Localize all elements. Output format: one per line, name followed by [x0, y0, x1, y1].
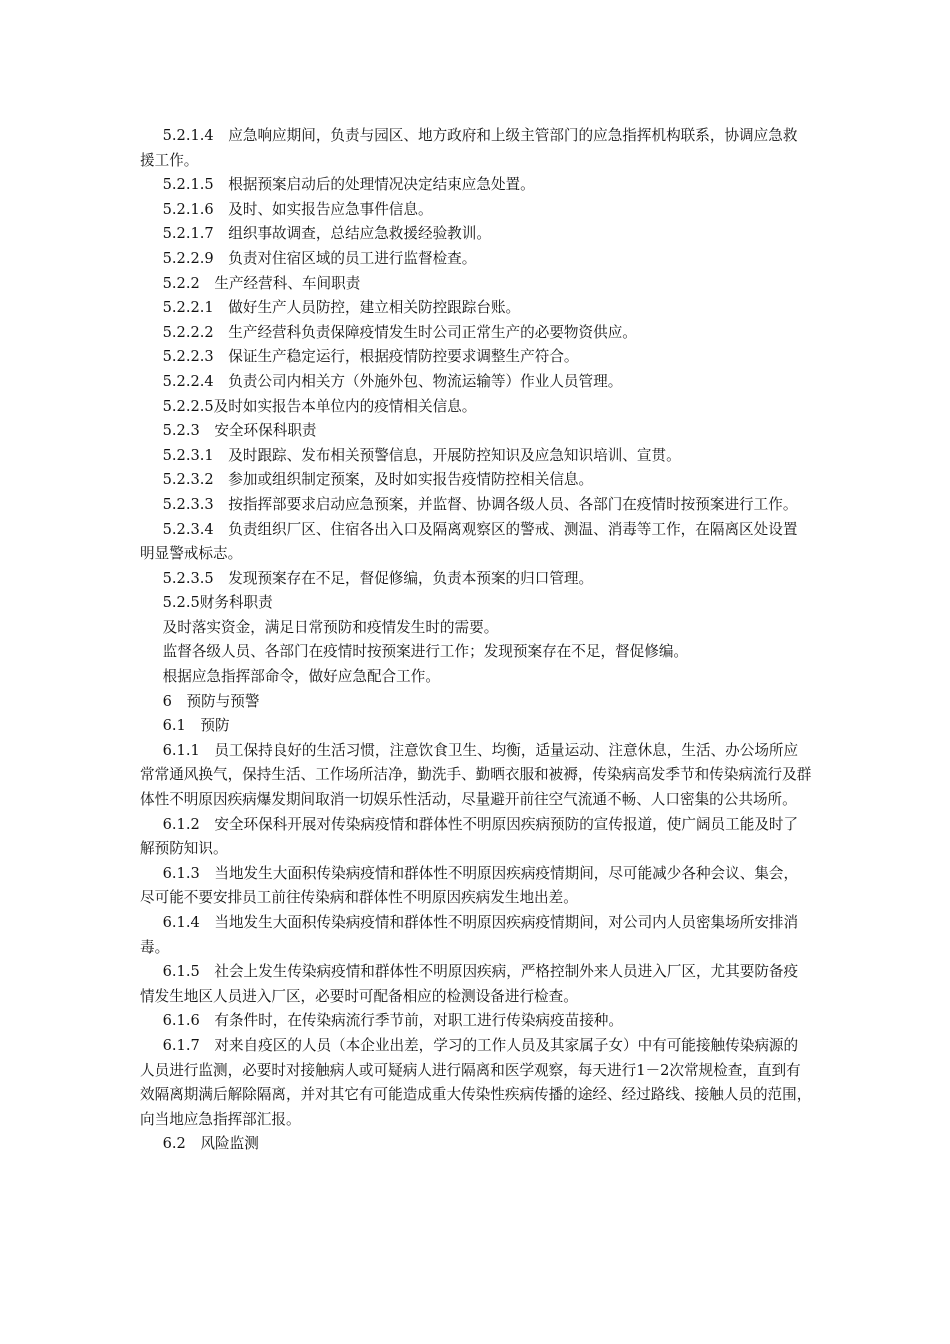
paragraph: 5.2.1.7 组织事故调查，总结应急救援经验教训。 [162, 225, 491, 243]
paragraph: 5.2.2.5及时如实报告本单位内的疫情相关信息。 [162, 397, 477, 415]
section-heading: 5.2.3 安全环保科职责 [162, 422, 317, 440]
paragraph: 5.2.1.4 应急响应期间，负责与园区、地方政府和上级主管部门的应急指挥机构联系，协调应急救援工作。 [140, 127, 798, 169]
paragraph: 6.1.4 当地发生大面积传染病疫情和群体性不明原因疾病疫情期间，对公司内人员密集场所安排消毒。 [140, 914, 799, 956]
paragraph: 5.2.3.1 及时跟踪、发布相关预警信息，开展防控知识及应急知识培训、宣贯。 [162, 446, 681, 464]
paragraph: 5.2.3.3 按指挥部要求启动应急预案，并监督、协调各级人员、各部门在疫情时按预案进行工作。 [162, 495, 798, 513]
paragraph: 及时落实资金，满足日常预防和疫情发生时的需要。 [162, 618, 499, 636]
paragraph: 5.2.2.3 保证生产稳定运行，根据疫情防控要求调整生产符合。 [162, 348, 579, 366]
paragraph: 5.2.2.9 负责对住宿区域的员工进行监督检查。 [162, 249, 477, 267]
paragraph: 5.2.3.4 负责组织厂区、住宿各出入口及隔离观察区的警戒、测温、消毒等工作，在隔离区处设置明显警戒标志。 [140, 520, 798, 563]
section-heading: 5.2.2 生产经营科、车间职责 [162, 274, 361, 292]
paragraph: 6.1.1 员工保持良好的生活习惯，注意饮食卫生、均衡，适量运动、注意休息，生活、办公场所应常常通风换气，保持生活、工作场所洁净，勤洗手、勤晒衣服和被褥，传染病高发季节和传染病流行及群体性不明原因疾病爆发期间取消一切娱乐性活动，尽量避开前往空气流通不畅、人口密集的公共场所。 [140, 741, 812, 809]
paragraph: 监督各级人员、各部门在疫情时按预案进行工作；发现预案存在不足，督促修编。 [162, 643, 689, 661]
chapter-heading: 6 预防与预警 [162, 692, 260, 710]
paragraph: 5.2.3.5 发现预案存在不足，督促修编，负责本预案的归口管理。 [162, 569, 594, 587]
paragraph: 5.2.2.2 生产经营科负责保障疫情发生时公司正常生产的必要物资供应。 [162, 323, 637, 341]
paragraph: 5.2.3.2 参加或组织制定预案，及时如实报告疫情防控相关信息。 [162, 471, 594, 489]
document-body [140, 124, 812, 1157]
paragraph: 6.1.5 社会上发生传染病疫情和群体性不明原因疾病，严格控制外来人员进入厂区，尤其要防备疫情发生地区人员进入厂区，必要时可配备相应的检测设备进行检查。 [140, 963, 799, 1005]
paragraph: 5.2.2.4 负责公司内相关方（外施外包、物流运输等）作业人员管理。 [162, 372, 623, 390]
paragraph: 5.2.1.6 及时、如实报告应急事件信息。 [162, 200, 433, 218]
paragraph: 5.2.1.5 根据预案启动后的处理情况决定结束应急处置。 [162, 176, 535, 194]
paragraph: 6.1.3 当地发生大面积传染病疫情和群体性不明原因疾病疫情期间，尽可能减少各种会议、集会，尽可能不要安排员工前往传染病和群体性不明原因疾病发生地出差。 [140, 864, 799, 907]
paragraph: 6.1.2 安全环保科开展对传染病疫情和群体性不明原因疾病预防的宣传报道，使广阔员工能及时了解预防知识。 [140, 815, 799, 858]
paragraph: 5.2.2.1 做好生产人员防控，建立相关防控跟踪台账。 [162, 299, 521, 317]
paragraph: 6.1.7 对来自疫区的人员（本企业出差，学习的工作人员及其家属子女）中有可能接触传染病源的人员进行监测，必要时对接触病人或可疑病人进行隔离和医学观察，每天进行1－2次常规检查，直到有效隔离期满后解除隔离，并对其它有可能造成重大传染性疾病传播的途经、经过路线、接触人员的范围，向当地应急指挥部汇报。 [140, 1036, 812, 1128]
section-heading: 6.1 预防 [162, 717, 230, 735]
section-heading: 5.2.5财务科职责 [162, 594, 273, 612]
paragraph: 6.1.6 有条件时，在传染病流行季节前，对职工进行传染病疫苗接种。 [162, 1012, 623, 1030]
section-heading: 6.2 风险监测 [162, 1135, 259, 1153]
paragraph: 根据应急指挥部命令，做好应急配合工作。 [162, 668, 440, 686]
